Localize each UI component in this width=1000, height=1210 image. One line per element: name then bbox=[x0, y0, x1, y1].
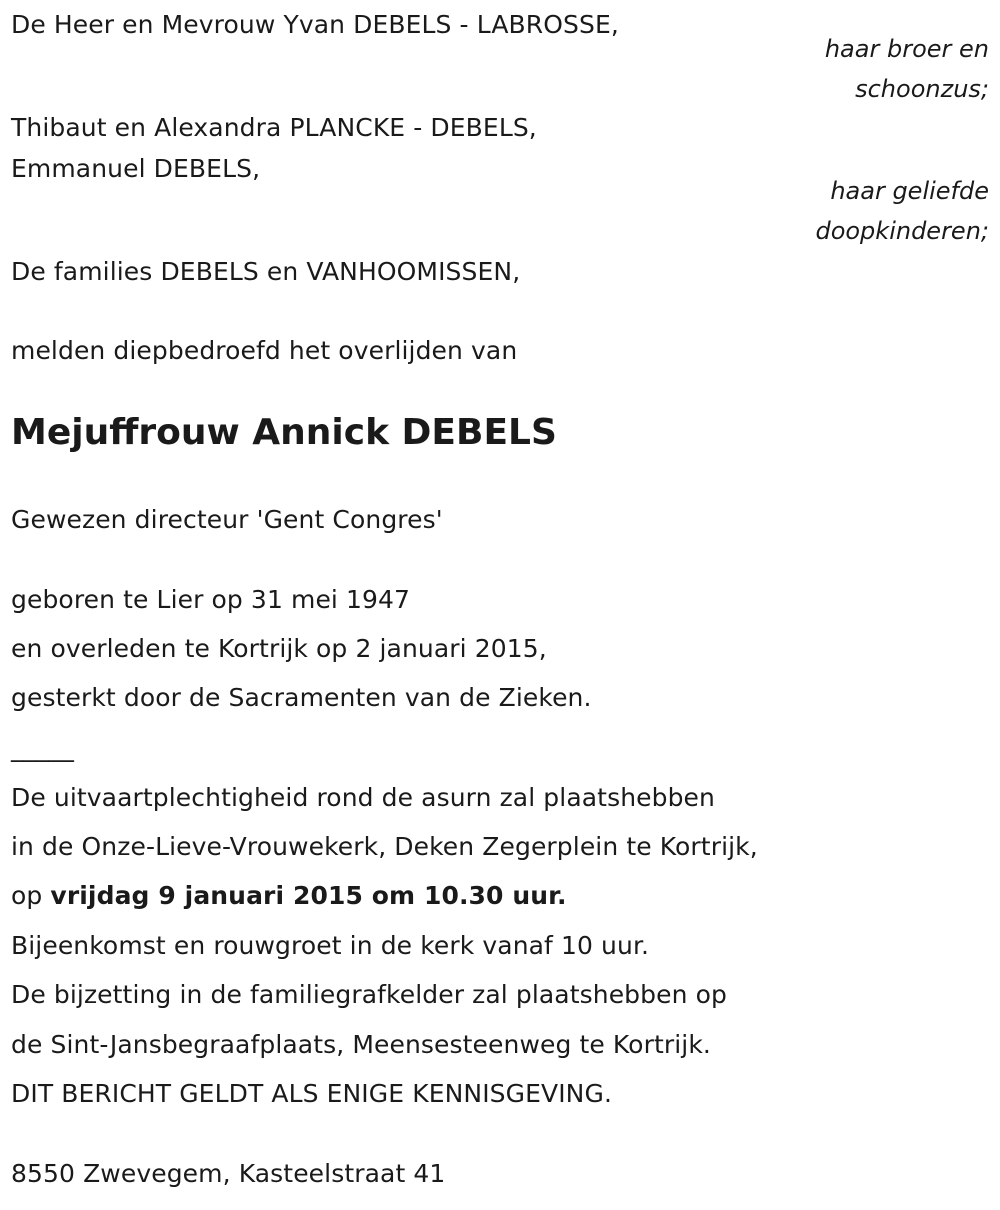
families-line: De families DEBELS en VANHOOMISSEN, bbox=[11, 257, 521, 286]
funeral-date-time: vrijdag 9 januari 2015 om 10.30 uur. bbox=[50, 881, 567, 910]
birth-line: geboren te Lier op 31 mei 1947 bbox=[11, 585, 411, 614]
deceased-name: Mejuffrouw Annick DEBELS bbox=[11, 412, 557, 453]
godchildren-role-line-1: haar geliefde bbox=[830, 177, 989, 205]
brother-role-line-1: haar broer en bbox=[824, 35, 989, 63]
funeral-line-5: De bijzetting in de familiegrafkelder zal plaatshebben op bbox=[11, 980, 727, 1009]
funeral-line-6: de Sint-Jansbegraafplaats, Meensesteenweg te Kortrijk. bbox=[11, 1030, 711, 1059]
death-line: en overleden te Kortrijk op 2 januari 2015, bbox=[11, 634, 547, 663]
funeral-line-1: De uitvaartplechtigheid rond de asurn zal plaatshebben bbox=[11, 783, 715, 812]
godchild-names-2: Emmanuel DEBELS, bbox=[11, 154, 261, 183]
deceased-title: Gewezen directeur 'Gent Congres' bbox=[11, 505, 443, 534]
sacraments-line: gesterkt door de Sacramenten van de Zieken. bbox=[11, 683, 592, 712]
notice-statement: DIT BERICHT GELDT ALS ENIGE KENNISGEVING. bbox=[11, 1079, 612, 1108]
address-line: 8550 Zwevegem, Kasteelstraat 41 bbox=[11, 1159, 446, 1188]
funeral-date-prefix: op bbox=[11, 881, 51, 910]
divider: _____ bbox=[11, 733, 74, 762]
funeral-line-2: in de Onze-Lieve-Vrouwekerk, Deken Zegerplein te Kortrijk, bbox=[11, 832, 758, 861]
godchildren-role-line-2: doopkinderen; bbox=[815, 217, 989, 245]
godchild-names-1: Thibaut en Alexandra PLANCKE - DEBELS, bbox=[11, 113, 537, 142]
funeral-line-4: Bijeenkomst en rouwgroet in de kerk vanaf 10 uur. bbox=[11, 931, 650, 960]
brother-role-line-2: schoonzus; bbox=[855, 75, 989, 103]
brother-names: De Heer en Mevrouw Yvan DEBELS - LABROSSE, bbox=[11, 10, 619, 39]
funeral-line-3 bbox=[11, 881, 567, 911]
announcement-intro: melden diepbedroefd het overlijden van bbox=[11, 336, 518, 365]
